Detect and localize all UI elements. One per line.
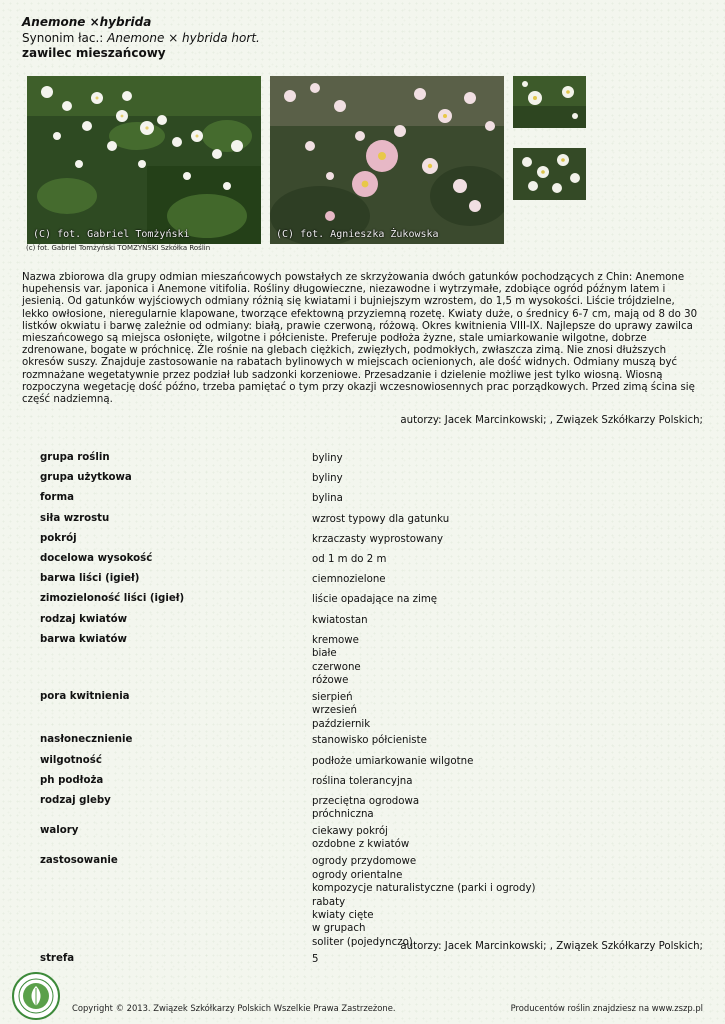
photo-credit-1: (C) fot. Gabriel Tomżyński bbox=[33, 229, 190, 240]
property-value: kwiatostan bbox=[312, 614, 368, 626]
property-values bbox=[312, 553, 680, 566]
property-value: stanowisko półcieniste bbox=[312, 735, 427, 747]
property-value: wrzesień bbox=[312, 705, 357, 717]
property-label: walory bbox=[40, 825, 79, 837]
property-row bbox=[40, 452, 680, 472]
property-value: próchniczna bbox=[312, 809, 374, 821]
property-values bbox=[312, 452, 680, 465]
property-values bbox=[312, 734, 680, 747]
polish-name: zawilec mieszańcowy bbox=[22, 46, 166, 60]
properties-table bbox=[40, 452, 680, 973]
property-values bbox=[312, 775, 680, 788]
property-value: podłoże umiarkowanie wilgotne bbox=[312, 755, 474, 767]
property-label: docelowa wysokość bbox=[40, 552, 153, 564]
property-values bbox=[312, 533, 680, 546]
property-label: barwa kwiatów bbox=[40, 633, 127, 645]
property-value: białe bbox=[312, 648, 337, 660]
property-values bbox=[312, 953, 680, 966]
photo-caption: (c) fot. Gabriel Tomżyński TOMZYŃSKI Szkółka Roślin bbox=[26, 244, 211, 252]
property-row bbox=[40, 755, 680, 775]
property-label: grupa roślin bbox=[40, 452, 110, 463]
authors-top: autorzy: Jacek Marcinkowski; , Związek Szkółkarzy Polskich; bbox=[400, 415, 703, 426]
property-value: bylina bbox=[312, 493, 343, 505]
photo-pink-anemones[interactable] bbox=[270, 76, 504, 244]
property-row bbox=[40, 775, 680, 795]
footer-copyright: Copyright © 2013. Związek Szkółkarzy Polskich Wszelkie Prawa Zastrzeżone. bbox=[72, 1003, 396, 1013]
property-value: w grupach bbox=[312, 923, 366, 935]
property-row bbox=[40, 553, 680, 573]
authors-bottom: autorzy: Jacek Marcinkowski; , Związek Szkółkarzy Polskich; bbox=[400, 941, 703, 952]
property-values bbox=[312, 573, 680, 586]
property-label: wilgotność bbox=[40, 754, 102, 766]
property-label: pora kwitnienia bbox=[40, 690, 130, 702]
property-values bbox=[312, 855, 680, 949]
property-label: grupa użytkowa bbox=[40, 472, 132, 484]
property-values bbox=[312, 472, 680, 485]
property-values bbox=[312, 755, 680, 768]
thumbnail-2[interactable] bbox=[513, 148, 586, 200]
property-row bbox=[40, 573, 680, 593]
property-values bbox=[312, 593, 680, 606]
thumbnail-1[interactable] bbox=[513, 76, 586, 128]
property-row bbox=[40, 492, 680, 512]
property-value: 5 bbox=[312, 953, 319, 965]
property-value: październik bbox=[312, 718, 371, 730]
property-label: rodzaj kwiatów bbox=[40, 613, 127, 625]
property-row bbox=[40, 614, 680, 634]
property-row bbox=[40, 634, 680, 691]
property-label: zastosowanie bbox=[40, 855, 118, 867]
property-value: wzrost typowy dla gatunku bbox=[312, 513, 450, 525]
property-row bbox=[40, 513, 680, 533]
property-value: roślina tolerancyjna bbox=[312, 775, 413, 787]
property-label: siła wzrostu bbox=[40, 512, 110, 524]
photo-white-anemones[interactable] bbox=[27, 76, 261, 244]
property-values bbox=[312, 795, 680, 822]
property-row bbox=[40, 472, 680, 492]
description: Nazwa zbiorowa dla grupy odmian mieszańcowych powstałych ze skrzyżowania dwóch gatunków pochodzących z Chin: Anemone hupehensis var. japonica i Anemone vitifolia. Rośliny długowieczne, niezawodne i wytrzymałe, zdobiące ogród późnym latem i jesienią. Od gatunków wyjściowych odmiany różnią się kwiatami i bujniejszym wzrostem, do 1,5 m wysokości. Liście trójdzielne, lekko owłosione, nieregularnie klapowane, tworzące efektowną przyziemną rozetę. Kwiaty duże, o średnicy 6-7 cm, mają od 8 do 30 listków okwiatu i barwę zależnie od odmiany: białą, prawie czerwoną, różową. Okres kwitnienia VIII-IX. Najlepsze do uprawy zawilca mieszańcowego są miejsca osłonięte, wilgotne i półcieniste. Preferuje podłoża żyzne, stale umiarkowanie wilgotne, dobrze zdrenowane, bogate w próchnicę. Źle rośnie na glebach ciężkich, zwięzłych, podmokłych, zwłaszcza zimą. Nie znosi dłuższych okresów suszy. Znajduje zastosowanie na rabatach bylinowych w miejscach ocienionych, ale dość widnych. Odmiany muszą być rozmnażane wegetatywnie przez podział lub sadzonki korzeniowe. Przesadzanie i dzielenie możliwe jest tylko wiosną. Wiosną rozpoczyna wegetację dość późno, trzeba pamiętać o tym przy okazji wczesnowiosennych prac porządkowych. Przed zimą ścina się część nadziemną. bbox=[22, 272, 698, 406]
property-value: sierpień bbox=[312, 691, 353, 703]
property-value: ozdobne z kwiatów bbox=[312, 839, 410, 851]
property-value: byliny bbox=[312, 473, 343, 485]
property-values bbox=[312, 614, 680, 627]
property-value: byliny bbox=[312, 453, 343, 464]
property-label: rodzaj gleby bbox=[40, 794, 111, 806]
property-label: nasłonecznienie bbox=[40, 734, 133, 746]
property-value: rabaty bbox=[312, 896, 346, 908]
property-row bbox=[40, 953, 680, 973]
property-label: zimozieloność liści (igieł) bbox=[40, 593, 185, 605]
property-value: od 1 m do 2 m bbox=[312, 553, 387, 565]
property-value: kremowe bbox=[312, 634, 359, 646]
property-value: ciekawy pokrój bbox=[312, 826, 388, 838]
property-row bbox=[40, 795, 680, 825]
property-row bbox=[40, 691, 680, 735]
property-label: ph podłoża bbox=[40, 774, 104, 786]
zszp-logo[interactable] bbox=[12, 972, 60, 1020]
synonym-name: Anemone × hybrida hort. bbox=[107, 31, 260, 45]
property-values bbox=[312, 513, 680, 526]
photo-credit-2: (C) fot. Agnieszka Żukowska bbox=[276, 229, 439, 240]
property-values bbox=[312, 691, 680, 731]
footer-producers-link[interactable]: Producentów roślin znajdziesz na www.zszp.pl bbox=[510, 1003, 703, 1013]
property-row bbox=[40, 593, 680, 613]
property-value: kompozycje naturalistyczne (parki i ogrody) bbox=[312, 883, 536, 895]
property-row bbox=[40, 855, 680, 952]
synonym-prefix: Synonim łac.: bbox=[22, 31, 108, 45]
property-value: przeciętna ogrodowa bbox=[312, 795, 420, 807]
property-row bbox=[40, 734, 680, 754]
property-label: barwa liści (igieł) bbox=[40, 573, 140, 585]
property-label: pokrój bbox=[40, 532, 77, 544]
property-value: liście opadające na zimę bbox=[312, 594, 438, 606]
property-row bbox=[40, 825, 680, 855]
latin-name: Anemone ×hybrida bbox=[22, 15, 152, 29]
property-value: kwiaty cięte bbox=[312, 909, 374, 921]
property-value: soliter (pojedynczo) bbox=[312, 936, 413, 948]
property-row bbox=[40, 533, 680, 553]
property-value: różowe bbox=[312, 674, 349, 686]
property-label: strefa bbox=[40, 952, 75, 964]
property-label: forma bbox=[40, 492, 74, 504]
property-value: ogrody orientalne bbox=[312, 869, 403, 881]
property-value: krzaczasty wyprostowany bbox=[312, 533, 444, 545]
property-value: ciemnozielone bbox=[312, 574, 386, 586]
property-value: czerwone bbox=[312, 661, 361, 673]
synonym-line bbox=[22, 31, 260, 45]
property-values bbox=[312, 825, 680, 852]
property-values bbox=[312, 634, 680, 688]
property-value: ogrody przydomowe bbox=[312, 856, 417, 868]
property-values bbox=[312, 492, 680, 505]
